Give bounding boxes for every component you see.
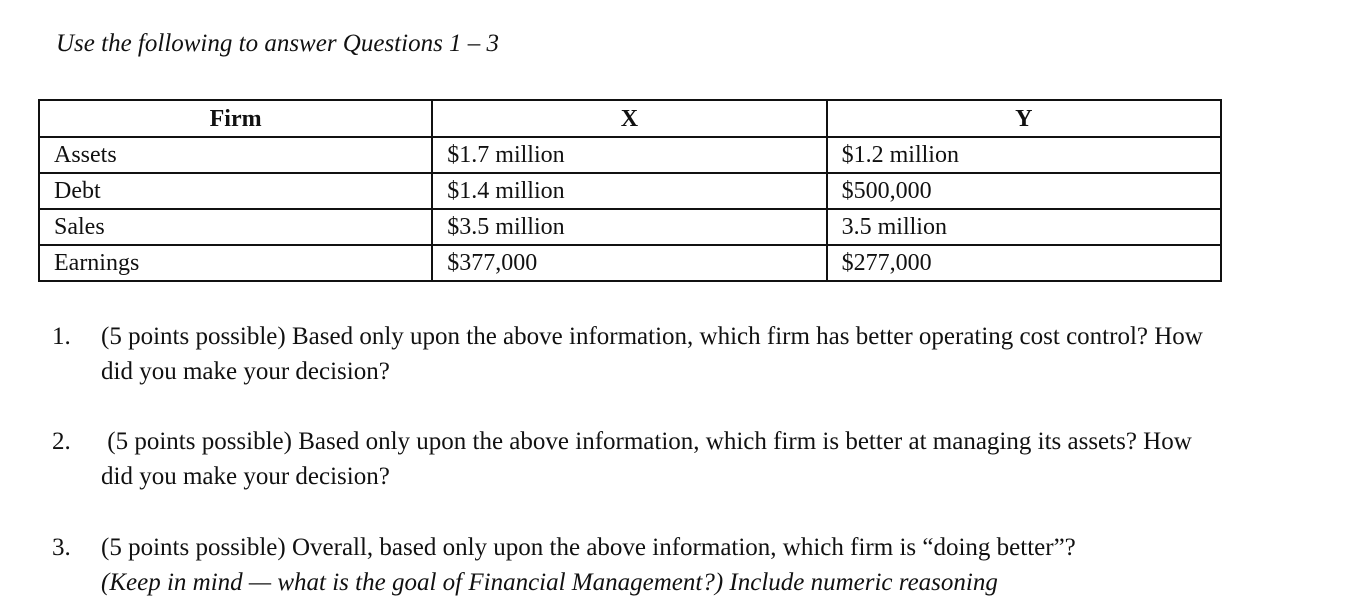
question-text [101,424,1221,494]
cell-y: $500,000 [827,173,1221,209]
table-row [39,209,1221,245]
row-label: Sales [39,209,432,245]
table-row [39,137,1221,173]
cell-y: $277,000 [827,245,1221,281]
firm-comparison-table [38,99,1222,282]
table-row [39,245,1221,281]
row-label: Assets [39,137,432,173]
row-label: Earnings [39,245,432,281]
header-y: Y [827,100,1221,137]
question-text [101,319,1221,389]
question-number: 3. [52,534,71,561]
table-row [39,173,1221,209]
question-prompt: (5 points possible) Overall, based only upon the above information, which firm is “doing better”? [101,534,1076,561]
cell-y: 3.5 million [827,209,1221,245]
cell-x: $1.4 million [432,173,826,209]
header-firm: Firm [39,100,432,137]
cell-y: $1.2 million [827,137,1221,173]
header-x: X [432,100,826,137]
cell-x: $3.5 million [432,209,826,245]
question-number: 1. [52,323,71,350]
question-text [101,530,1221,600]
question-italic-note: (Keep in mind — what is the goal of Financial Management?) Include numeric reasoning [101,569,998,596]
question-number: 2. [52,428,71,455]
cell-x: $377,000 [432,245,826,281]
question-prompt: (5 points possible) Based only upon the above information, which firm has better operating cost control? How did you make your decision? [101,323,1203,385]
cell-x: $1.7 million [432,137,826,173]
row-label: Debt [39,173,432,209]
table-header-row [39,100,1221,137]
intro-heading: Use the following to answer Questions 1 – 3 [56,30,500,57]
question-prompt: (5 points possible) Based only upon the above information, which firm is better at managing its assets? How did you make your decision? [101,428,1199,490]
